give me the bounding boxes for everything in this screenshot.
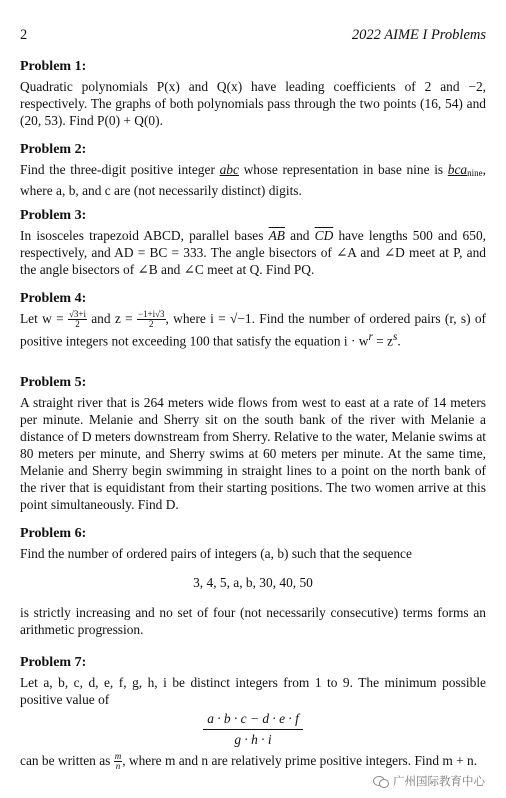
problem-text: Let a, b, c, d, e, f, g, h, i be distinct integers from 1 to 9. The minimum possible positive value of — [20, 675, 486, 707]
text-segment: , where a, b, and c are (not necessarily distinct) digits. — [20, 162, 486, 198]
text-segment: whose representation in base nine is — [238, 162, 448, 177]
fraction-m-n — [114, 752, 123, 771]
problem-text: A straight river that is 264 meters wide flows from west to east at a rate of 14 meters per minute. Melanie and Sherry sit on the south bank of the river with Melanie a distance of D meters downstream from Sherry. Relative to the water, Melanie swims at 80 meters per minute, and Sherry swims at 60 meters per minute. At the same time, Melanie and Sherry begin swimming in straight lines to a point on the north bank of the river that is equidistant from their starting positions. The two women arrive at this point simultaneously. Find D. — [20, 395, 486, 512]
text-segment: Find the three-digit positive integer — [20, 162, 220, 177]
exponent-r: r — [368, 331, 373, 344]
problem-title: Problem 5: — [20, 375, 87, 390]
fraction-denominator: g · h · i — [234, 732, 272, 747]
text-segment: Let w = — [20, 311, 68, 326]
fraction-w — [68, 310, 87, 329]
exponent-s: s — [393, 331, 398, 344]
fraction-numerator: −1+i√3 — [137, 309, 165, 320]
problem-title: Problem 2: — [20, 142, 87, 157]
text-segment: . — [397, 333, 401, 349]
sequence-display: 3, 4, 5, a, b, 30, 40, 50 — [193, 575, 313, 590]
problem-text — [20, 227, 486, 278]
problem-text: is strictly increasing and no set of four (not necessarily consecutive) terms forms an arithmetic progression. — [20, 605, 486, 637]
problem-5 — [20, 374, 486, 513]
text-segment: = z — [372, 333, 393, 349]
text-segment: can be written as — [20, 753, 114, 768]
big-fraction — [203, 711, 303, 748]
fraction-numerator: a · b · c − d · e · f — [203, 711, 303, 730]
display-fraction — [20, 711, 486, 748]
watermark-text: 广州国际教育中心 — [393, 774, 485, 788]
page-number: 2 — [20, 27, 28, 43]
fraction-numerator: m — [114, 751, 122, 762]
problem-4 — [20, 290, 486, 350]
problem-title: Problem 1: — [20, 59, 87, 74]
problem-text — [20, 752, 486, 771]
problem-title: Problem 6: — [20, 526, 87, 541]
fraction-numerator: √3+i — [68, 309, 86, 320]
problem-1 — [20, 58, 486, 129]
fraction-denominator: n — [115, 761, 121, 772]
text-segment: , where m and n are relatively prime positive integers. Find m + n. — [122, 753, 478, 768]
base-subscript: nine — [467, 168, 483, 178]
text-segment: , where i = √−1. Find the number of ordered pairs (r, s) of positive integers not exceeding 100 that satisfy the equation i · w — [20, 311, 486, 349]
problem-3 — [20, 207, 486, 278]
problem-6 — [20, 525, 486, 638]
text-segment: have lengths 500 and 650, respectively, and AD = BC = 333. The angle bisectors of ∠A and ∠D meet at P, and the angle bisectors of ∠B and ∠C meet at Q. Find PQ. — [20, 228, 486, 277]
problem-title: Problem 4: — [20, 291, 87, 306]
problem-7 — [20, 654, 486, 771]
fraction-denominator: 2 — [75, 319, 80, 330]
problem-title: Problem 7: — [20, 655, 87, 670]
wechat-icon — [373, 775, 389, 787]
problem-text — [20, 161, 486, 199]
digits-bca: bca — [447, 162, 468, 177]
problem-text — [20, 310, 486, 350]
text-segment: and — [284, 228, 315, 243]
problem-title: Problem 3: — [20, 208, 87, 223]
segment-cd: $\overline{CD}$ — [314, 228, 334, 243]
header-title: 2022 AIME I Problems — [351, 27, 486, 43]
page-header — [20, 27, 486, 45]
problem-text: Find the number of ordered pairs of integers (a, b) such that the sequence — [20, 546, 412, 561]
segment-ab: $\overline{AB}$ — [268, 228, 285, 243]
fraction-denominator: 2 — [148, 319, 154, 330]
text-segment: and z = — [86, 311, 137, 326]
watermark — [370, 772, 488, 790]
problem-2 — [20, 141, 486, 199]
fraction-z — [137, 310, 166, 329]
problem-text: Quadratic polynomials P(x) and Q(x) have leading coefficients of 2 and −2, respectively. The graphs of both polynomials pass through the two points (16, 54) and (20, 53). Find P(0) + Q(0). — [20, 79, 486, 128]
digits-abc: abc — [219, 162, 239, 177]
text-segment: In isosceles trapezoid ABCD, parallel bases — [20, 228, 269, 243]
